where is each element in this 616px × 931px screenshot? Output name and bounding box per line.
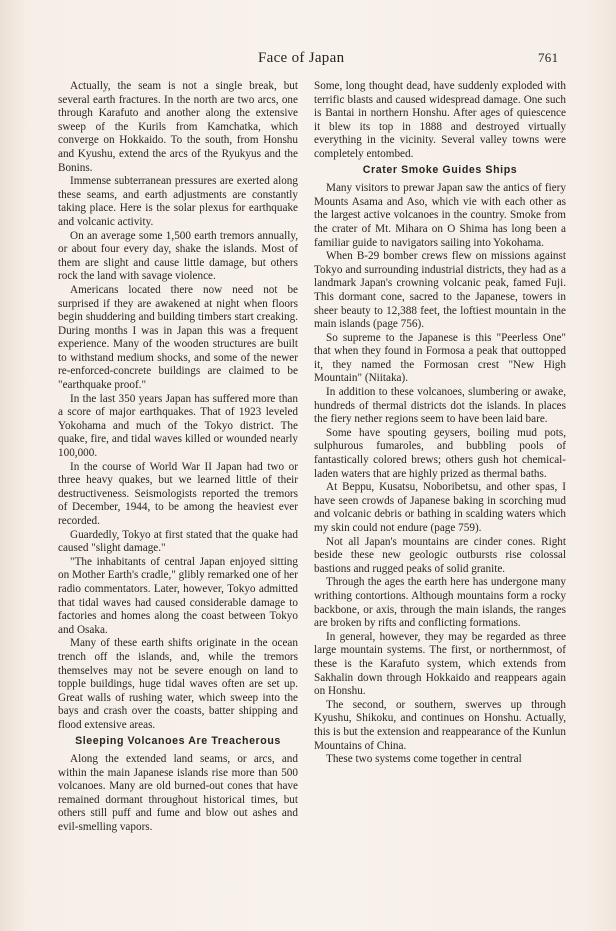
paragraph: Some have spouting geysers, boiling mud pots, sulphurous fumaroles, and bubbling pools of fantastically colored brews; others gush hot chemical-laden waters that are highly prized as thermal baths. bbox=[314, 426, 566, 480]
paragraph: The second, or southern, swerves up through Kyushu, Shikoku, and continues on Honshu. Actually, this is but the extension and reappearance of the Kunlun Mountains of China. bbox=[314, 698, 566, 752]
paragraph: In the course of World War II Japan had two or three heavy quakes, but we learned little of their destructiveness. Seismologists reported the tremors of December, 1944, to be among the heaviest ever recorded. bbox=[58, 460, 298, 527]
paragraph: Immense subterranean pressures are exerted along these seams, and earth adjustments are constantly taking place. Here is the solar plexus for earthquake and volcanic activity. bbox=[58, 175, 298, 228]
paragraph: On an average some 1,500 earth tremors annually, or about four every day, shake the islands. Most of them are slight and cause little damage, but others rock the land with savage violence. bbox=[58, 229, 298, 283]
running-title: Face of Japan bbox=[258, 50, 345, 66]
paragraph: Through the ages the earth here has undergone many writhing contortions. Although mountains form a rocky backbone, or axis, through the main islands, the ranges are broken by rifts and conflicting formations. bbox=[314, 576, 566, 630]
paragraph: These two systems come together in central bbox=[326, 753, 522, 766]
running-header bbox=[0, 44, 616, 68]
section-heading: Crater Smoke Guides Ships bbox=[362, 163, 518, 176]
section-heading: Sleeping Volcanoes Are Treacherous bbox=[75, 734, 281, 747]
paragraph: In addition to these volcanoes, slumbering or awake, hundreds of thermal districts dot the islands. In places the fiery nether regions seem to have been laid bare. bbox=[314, 386, 566, 426]
paragraph: Along the extended land seams, or arcs, and within the main Japanese islands rise more than 500 volcanoes. Many are old burned-out cones that have remained dormant throughout historical times, but others still puff and fume and blow out ashes and evil-smelling vapors. bbox=[58, 753, 298, 834]
paragraph: "The inhabitants of central Japan enjoyed sitting on Mother Earth's cradle," glibly remarked one of her radio commentators. Later, however, Tokyo admitted that tidal waves had caused considerable damage to factories and homes along the coast between Tokyo and Osaka. bbox=[58, 555, 298, 636]
paragraph: Many of these earth shifts originate in the ocean trench off the islands, and, while the tremors themselves may not be severe enough on land to topple buildings, huge tidal waves often are set up. Great walls of rushing water, which sweep into the bays and crash over the coasts, batter shipping and flood extensive areas. bbox=[58, 637, 298, 731]
paragraph: Many visitors to prewar Japan saw the antics of fiery Mounts Asama and Aso, which vie with each other as the largest active volcanoes in the country. Smoke from the crater of Mt. Mihara on O Shima has long been a familiar guide to navigators sailing into Yokohama. bbox=[314, 182, 566, 249]
paragraph: Americans located there now need not be surprised if they are awakened at night when floors begin shuddering and building timbers start creaking. During months I was in Japan this was a frequent experience. Many of the wooden structures are built to withstand medium shocks, and some of the newer re-enforced-concrete buildings are claimed to be "earthquake proof." bbox=[58, 283, 298, 392]
paragraph: In the last 350 years Japan has suffered more than a score of major earthquakes. That of 1923 leveled Yokohama and much of the Tokyo district. The quake, fire, and tidal waves killed or wounded nearly 100,000. bbox=[58, 392, 298, 460]
paragraph: Guardedly, Tokyo at first stated that the quake had caused "slight damage." bbox=[58, 528, 298, 555]
paragraph: When B-29 bomber crews flew on missions against Tokyo and surrounding industrial districts, they had as a landmark Japan's crowning volcanic peak, famed Fuji. This dormant cone, sacred to the Japanese, towers in sheer beauty to 12,388 feet, the loftiest mountain in the main islands (page 756). bbox=[314, 250, 566, 331]
paragraph: At Beppu, Kusatsu, Noboribetsu, and other spas, I have seen crowds of Japanese baking in scorching mud and volcanic debris or bathing in scalding waters which my skin could not endure (page 759). bbox=[314, 481, 566, 534]
paragraph: Actually, the seam is not a single break, but several earth fractures. In the north are two arcs, one through Karafuto and another along the extensive sweep of the Kurils from Kamchatka, which converge on Hokkaido. To the south, from Honshu and Kyushu, extend the arcs of the Ryukyus and the Bonins. bbox=[58, 80, 298, 174]
paragraph: So supreme to the Japanese is this "Peerless One" that when they found in Formosa a peak that outtopped it, they named the Formosan crest "New High Mountain" (Niitaka). bbox=[314, 331, 566, 385]
page-number: 761 bbox=[538, 50, 559, 65]
paragraph: Not all Japan's mountains are cinder cones. Right beside these new geologic outbursts rise colossal bastions and rugged peaks of solid granite. bbox=[314, 535, 566, 575]
right-column bbox=[314, 80, 566, 767]
paragraph: Some, long thought dead, have suddenly exploded with terrific blasts and caused widespread damage. One such is Bantai in northern Honshu. After ages of quiescence it blew its top in 1888 and destroyed virtually everything in the vicinity. Several valley towns were completely entombed. bbox=[314, 80, 566, 160]
paragraph: In general, however, they may be regarded as three large mountain systems. The first, or northernmost, of these is the Karafuto system, which extends from Sakhalin down through Hokkaido and reappears again on Honshu. bbox=[314, 630, 566, 698]
left-column bbox=[58, 80, 298, 835]
